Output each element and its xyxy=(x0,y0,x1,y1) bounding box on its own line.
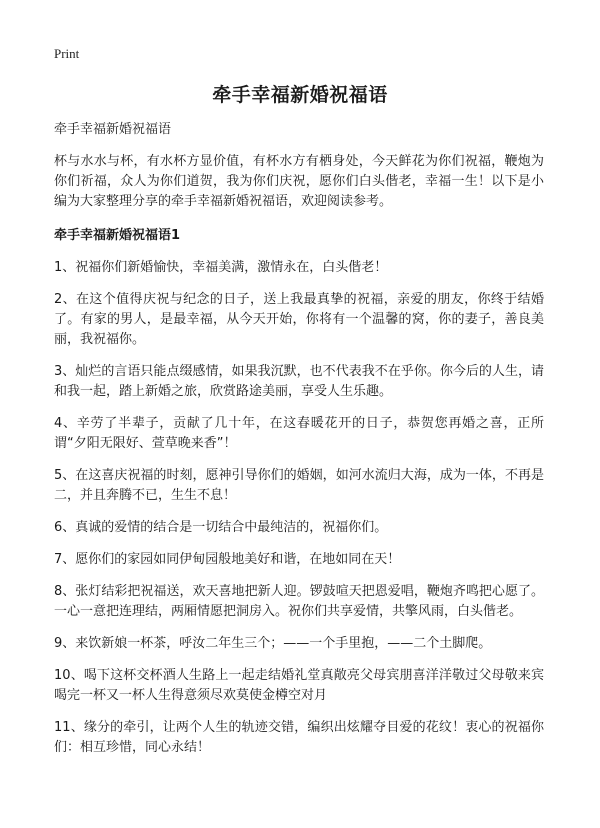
document-subtitle: 牵手幸福新婚祝福语 xyxy=(54,122,172,137)
list-item: 7、愿你们的家园如同伊甸园般地美好和谐，在地如同在天！ xyxy=(54,552,401,567)
list-item: 1、祝福你们新婚愉快，幸福美满，激情永在，白头偕老！ xyxy=(54,260,388,275)
list-item: 2、在这个值得庆祝与纪念的日子，送上我最真挚的祝福，亲爱的朋友，你终于结婚了。有家的男人，是最幸福，从今天开始，你将有一个温馨的窝，你的妻子，善良美丽，我祝福你。 xyxy=(54,292,544,347)
print-link[interactable]: Print xyxy=(54,46,80,61)
wishes-list xyxy=(54,258,544,758)
list-item: 8、张灯结彩把祝福送，欢天喜地把新人迎。锣鼓喧天把恩爱唱，鞭炮齐鸣把心愿了。一心一意把连理结，两厢情愿把洞房入。祝你们共享爱情，共擎风雨，白头偕老。 xyxy=(54,584,544,619)
document-body xyxy=(54,120,544,770)
section-heading: 牵手幸福新婚祝福语1 xyxy=(54,228,181,243)
list-item: 3、灿烂的言语只能点缀感情，如果我沉默，也不代表我不在乎你。你今后的人生，请和我一起，踏上新婚之旅，欣赏路途美丽，享受人生乐趣。 xyxy=(54,364,544,399)
list-item: 9、来饮新娘一杯茶，呼汝二年生三个；——一个手里抱，——二个土脚爬。 xyxy=(54,636,492,651)
list-item: 11、缘分的牵引，让两个人生的轨迹交错，编织出炫耀夺目爱的花纹！衷心的祝福你们：相互珍惜，同心永结！ xyxy=(54,720,544,755)
list-item: 4、辛劳了半辈子，贡献了几十年，在这春暖花开的日子，恭贺您再婚之喜，正所谓“夕阳无限好、萱草晚来香”！ xyxy=(54,416,544,451)
document-title: 牵手幸福新婚祝福语 xyxy=(212,84,388,106)
list-item: 5、在这喜庆祝福的时刻，愿神引导你们的婚姻，如河水流归大海，成为一体，不再是二，并且奔腾不已，生生不息！ xyxy=(54,468,544,503)
list-item: 10、喝下这杯交杯酒人生路上一起走结婚礼堂真敞亮父母宾朋喜洋洋敬过父母敬来宾喝完一杯又一杯人生得意须尽欢莫使金樽空对月 xyxy=(54,668,544,703)
list-item: 6、真诚的爱情的结合是一切结合中最纯洁的，祝福你们。 xyxy=(54,520,388,535)
intro-paragraph: 杯与水水与杯，有水杯方显价值，有杯水方有栖身处，今天鲜花为你们祝福，鞭炮为你们祈福，众人为你们道贺，我为你们庆祝，愿你们白头偕老，幸福一生！以下是小编为大家整理分享的牵手幸福新婚祝福语，欢迎阅读参考。 xyxy=(54,154,544,209)
